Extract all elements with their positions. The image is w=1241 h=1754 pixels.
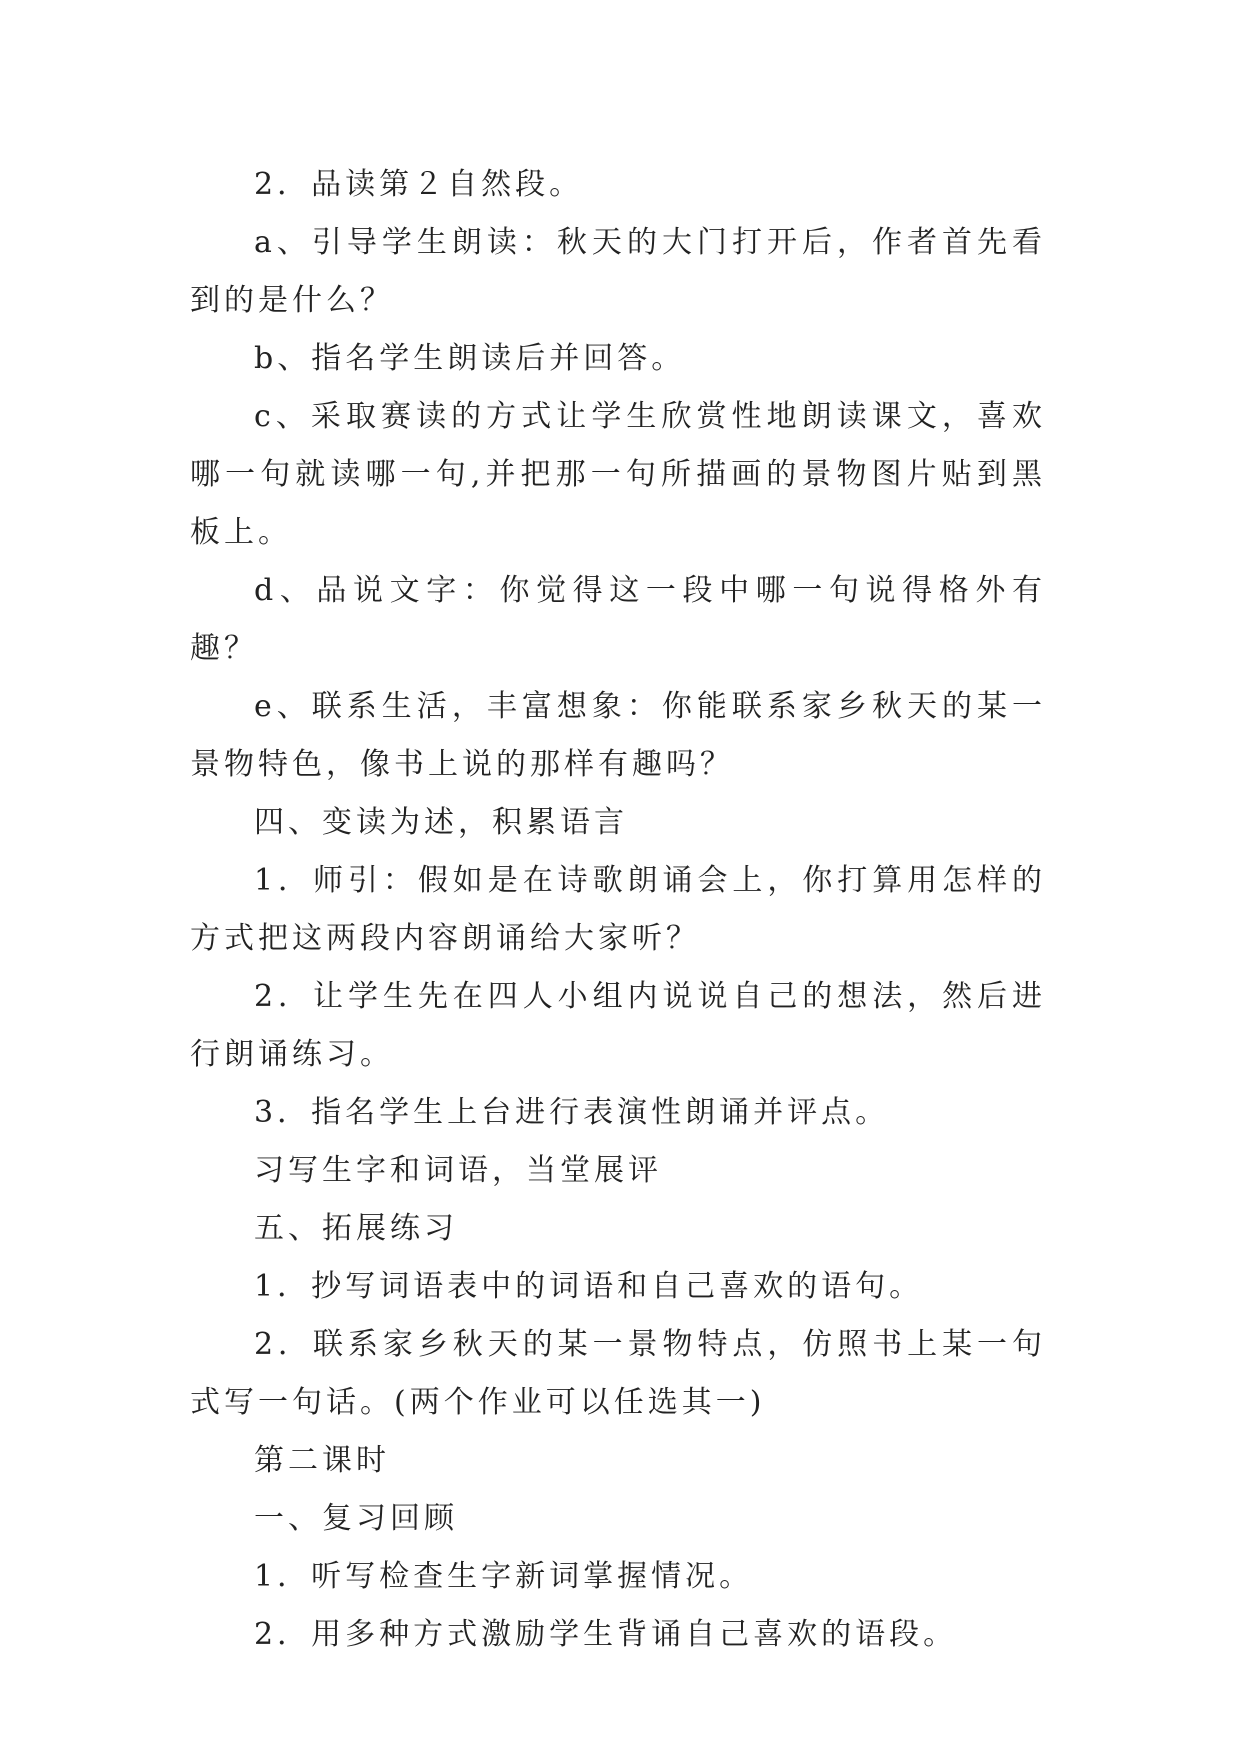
paragraph-step-b: b、指名学生朗读后并回答。 [254, 341, 686, 376]
paragraph-step-e: e、联系生活，丰富想象：你能联系家乡秋天的某一景物特色，像书上说的那样有趣吗？ [190, 689, 1046, 782]
paragraph-step-d: d、品说文字：你觉得这一段中哪一句说得格外有趣？ [190, 573, 1046, 666]
paragraph-reading-2: 2．品读第２自然段。 [254, 167, 584, 202]
lesson-heading-second: 第二课时 [254, 1443, 390, 1478]
paragraph-exercise-2: 2．联系家乡秋天的某一景物特点，仿照书上某一句式写一句话。(两个作业可以任选其一) [190, 1327, 1046, 1420]
paragraph-item-1: 1．师引：假如是在诗歌朗诵会上，你打算用怎样的方式把这两段内容朗诵给大家听？ [190, 863, 1046, 956]
section-heading-review: 一、复习回顾 [254, 1501, 458, 1536]
document-body [190, 156, 1046, 1664]
paragraph-review-2: 2．用多种方式激励学生背诵自己喜欢的语段。 [254, 1617, 958, 1652]
paragraph-item-3: 3．指名学生上台进行表演性朗诵并评点。 [254, 1095, 890, 1130]
paragraph-review-1: 1．听写检查生字新词掌握情况。 [254, 1559, 754, 1594]
paragraph-step-a: a、引导学生朗读：秋天的大门打开后，作者首先看到的是什么？ [190, 225, 1046, 318]
paragraph-writing-practice: 习写生字和词语，当堂展评 [254, 1153, 662, 1188]
paragraph-exercise-1: 1．抄写词语表中的词语和自己喜欢的语句。 [254, 1269, 924, 1304]
paragraph-step-c: c、采取赛读的方式让学生欣赏性地朗读课文，喜欢哪一句就读哪一句,并把那一句所描画的景物图片贴到黑板上。 [190, 399, 1046, 550]
section-heading-4: 四、变读为述，积累语言 [254, 805, 628, 840]
paragraph-item-2: 2．让学生先在四人小组内说说自己的想法，然后进行朗诵练习。 [190, 979, 1046, 1072]
section-heading-5: 五、拓展练习 [254, 1211, 458, 1246]
